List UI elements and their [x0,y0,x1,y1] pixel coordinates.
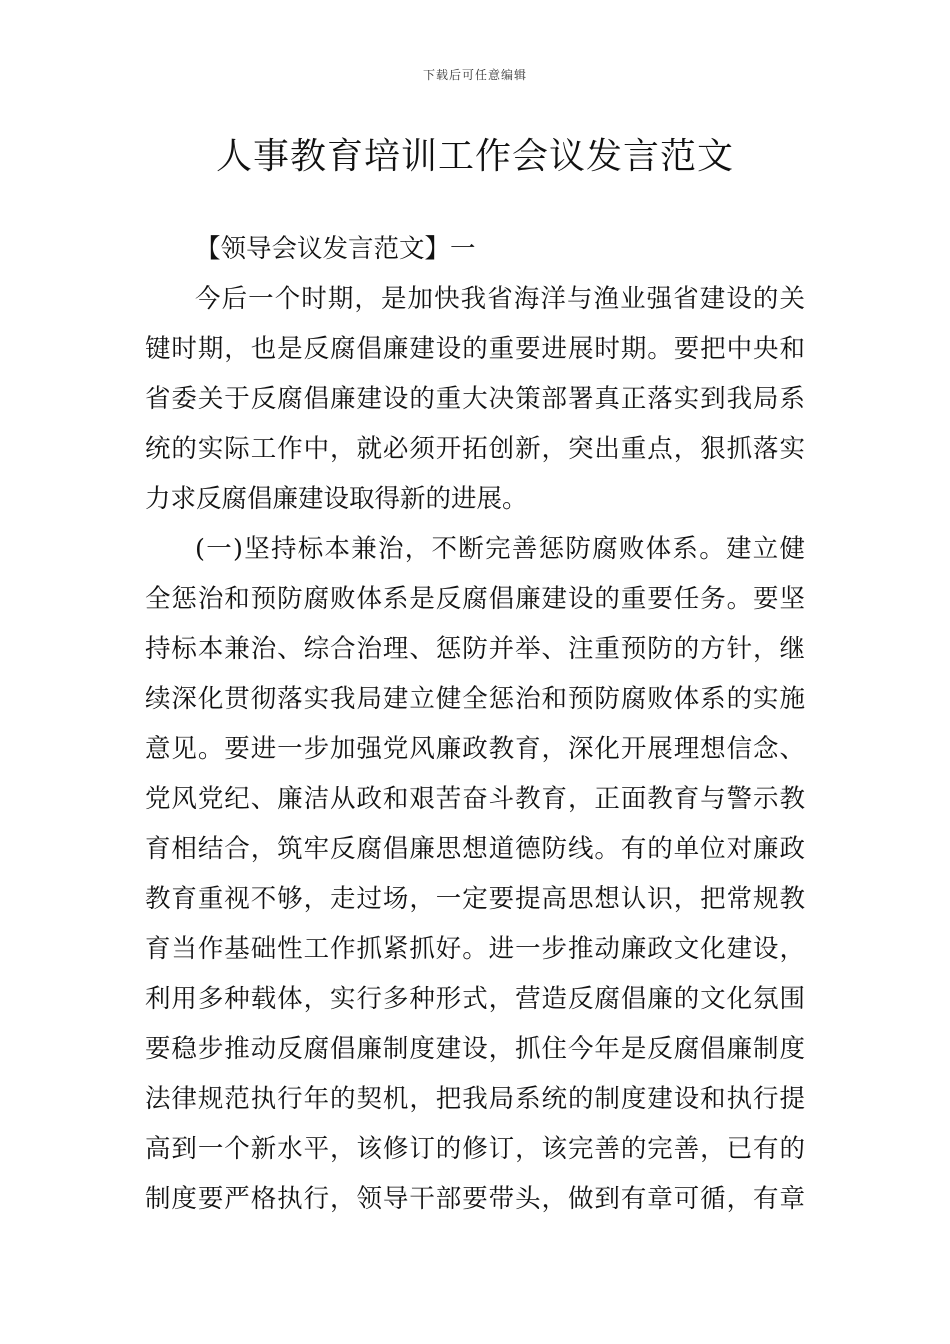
paragraph-line: 今后一个时期，是加快我省海洋与渔业强省建设的关 [195,284,805,314]
paragraph-line: 法律规范执行年的契机，把我局系统的制度建设和执行提 [145,1084,805,1114]
header-note: 下载后可任意编辑 [422,68,527,82]
paragraph-line: 力求反腐倡廉建设取得新的进展。 [145,484,528,514]
paragraph-line: 续深化贯彻落实我局建立健全惩治和预防腐败体系的实施 [145,684,805,714]
paragraph-line: 意见。要进一步加强党风廉政教育，深化开展理想信念、 [145,734,805,764]
paragraph-line: 党风党纪、廉洁从政和艰苦奋斗教育，正面教育与警示教 [145,784,805,814]
section-heading: 【领导会议发言范文】一 [195,234,476,264]
paragraph-line: 键时期，也是反腐倡廉建设的重要进展时期。要把中央和 [145,334,805,364]
paragraph-line: 育相结合，筑牢反腐倡廉思想道德防线。有的单位对廉政 [145,834,805,864]
paragraph-line: (一)坚持标本兼治，不断完善惩防腐败体系。建立健 [195,534,805,564]
paragraph-line: 制度要严格执行，领导干部要带头，做到有章可循，有章 [145,1184,805,1214]
paragraph-line: 持标本兼治、综合治理、惩防并举、注重预防的方针，继 [145,634,805,664]
paragraph-line: 省委关于反腐倡廉建设的重大决策部署真正落实到我局系 [145,384,805,414]
paragraph-line: 统的实际工作中，就必须开拓创新，突出重点，狠抓落实 [145,434,805,464]
paragraph-line: 要稳步推动反腐倡廉制度建设，抓住今年是反腐倡廉制度 [145,1034,805,1064]
paragraph-line: 教育重视不够，走过场，一定要提高思想认识，把常规教 [145,884,805,914]
paragraph-line: 利用多种载体，实行多种形式，营造反腐倡廉的文化氛围 [145,984,805,1014]
document-title: 人事教育培训工作会议发言范文 [215,136,734,177]
paragraph-line: 全惩治和预防腐败体系是反腐倡廉建设的重要任务。要坚 [145,584,805,614]
paragraph-line: 高到一个新水平，该修订的修订，该完善的完善，已有的 [145,1134,805,1164]
paragraph-line: 育当作基础性工作抓紧抓好。进一步推动廉政文化建设， [145,934,805,964]
document-body [145,224,805,1224]
